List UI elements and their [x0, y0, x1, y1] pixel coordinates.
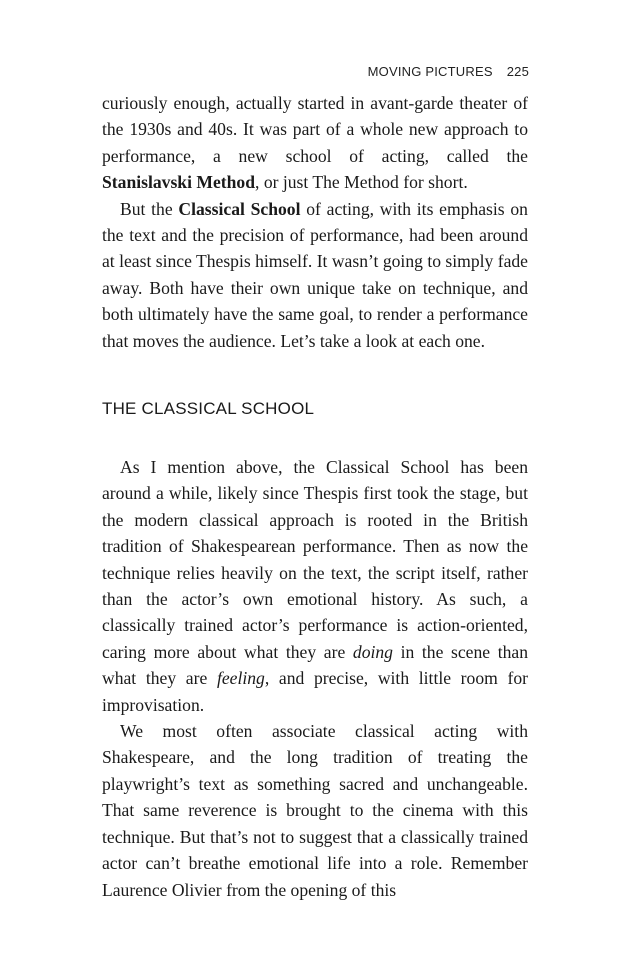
text-run: curiously enough, actually started in avant-garde theater of the 1930s and 40s. It was part of a whole new approach to performance, a new school of acting, called the — [102, 93, 528, 166]
page-number: 225 — [506, 64, 529, 79]
body-text-bottom — [102, 454, 528, 903]
body-text-top — [102, 90, 528, 354]
text-run: We most often associate classical acting with Shakespeare, and the long tradition of treating the playwright’s text as something sacred and unchangeable. That same reverence is brought to the cinema with this technique. But that’s not to suggest that a classically trained actor can’t breathe emotional life into a role. Remember Laurence Olivier from the opening of this — [102, 721, 528, 900]
running-head-title: MOVING PICTURES — [367, 64, 493, 79]
paragraph — [102, 718, 528, 903]
paragraph — [102, 90, 528, 196]
text-run: , and precise, with little room for improvisation. — [102, 668, 528, 715]
text-run: of acting, with its emphasis on the text and the precision of performance, had been around at least since Thespis himself. It wasn’t going to simply fade away. Both have their own unique take on technique, and both ultimately have the same goal, to render a performance that moves the audience. Let’s take a look at each one. — [102, 198, 528, 351]
italic-term: doing — [352, 641, 393, 662]
bold-term: Classical School — [178, 198, 301, 219]
running-head — [368, 64, 529, 79]
text-run: , or just The Method for short. — [255, 172, 468, 193]
text-run: As I mention above, the Classical School has been around a while, likely since Thespis first took the stage, but the modern classical approach is rooted in the British tradition of Shakespearean performance. Then as now the technique relies heavily on the text, the script itself, rather than the actor’s own emotional history. As such, a classically trained actor’s performance is action-oriented, caring more about what they are — [102, 457, 528, 662]
text-run: But the — [120, 198, 179, 219]
section-heading: THE CLASSICAL SCHOOL — [102, 399, 315, 418]
paragraph — [102, 196, 528, 354]
bold-term: Stanislavski Method — [102, 172, 256, 193]
italic-term: feeling — [216, 668, 265, 689]
paragraph — [102, 454, 528, 718]
text-run: in the scene than what they are — [102, 641, 528, 689]
